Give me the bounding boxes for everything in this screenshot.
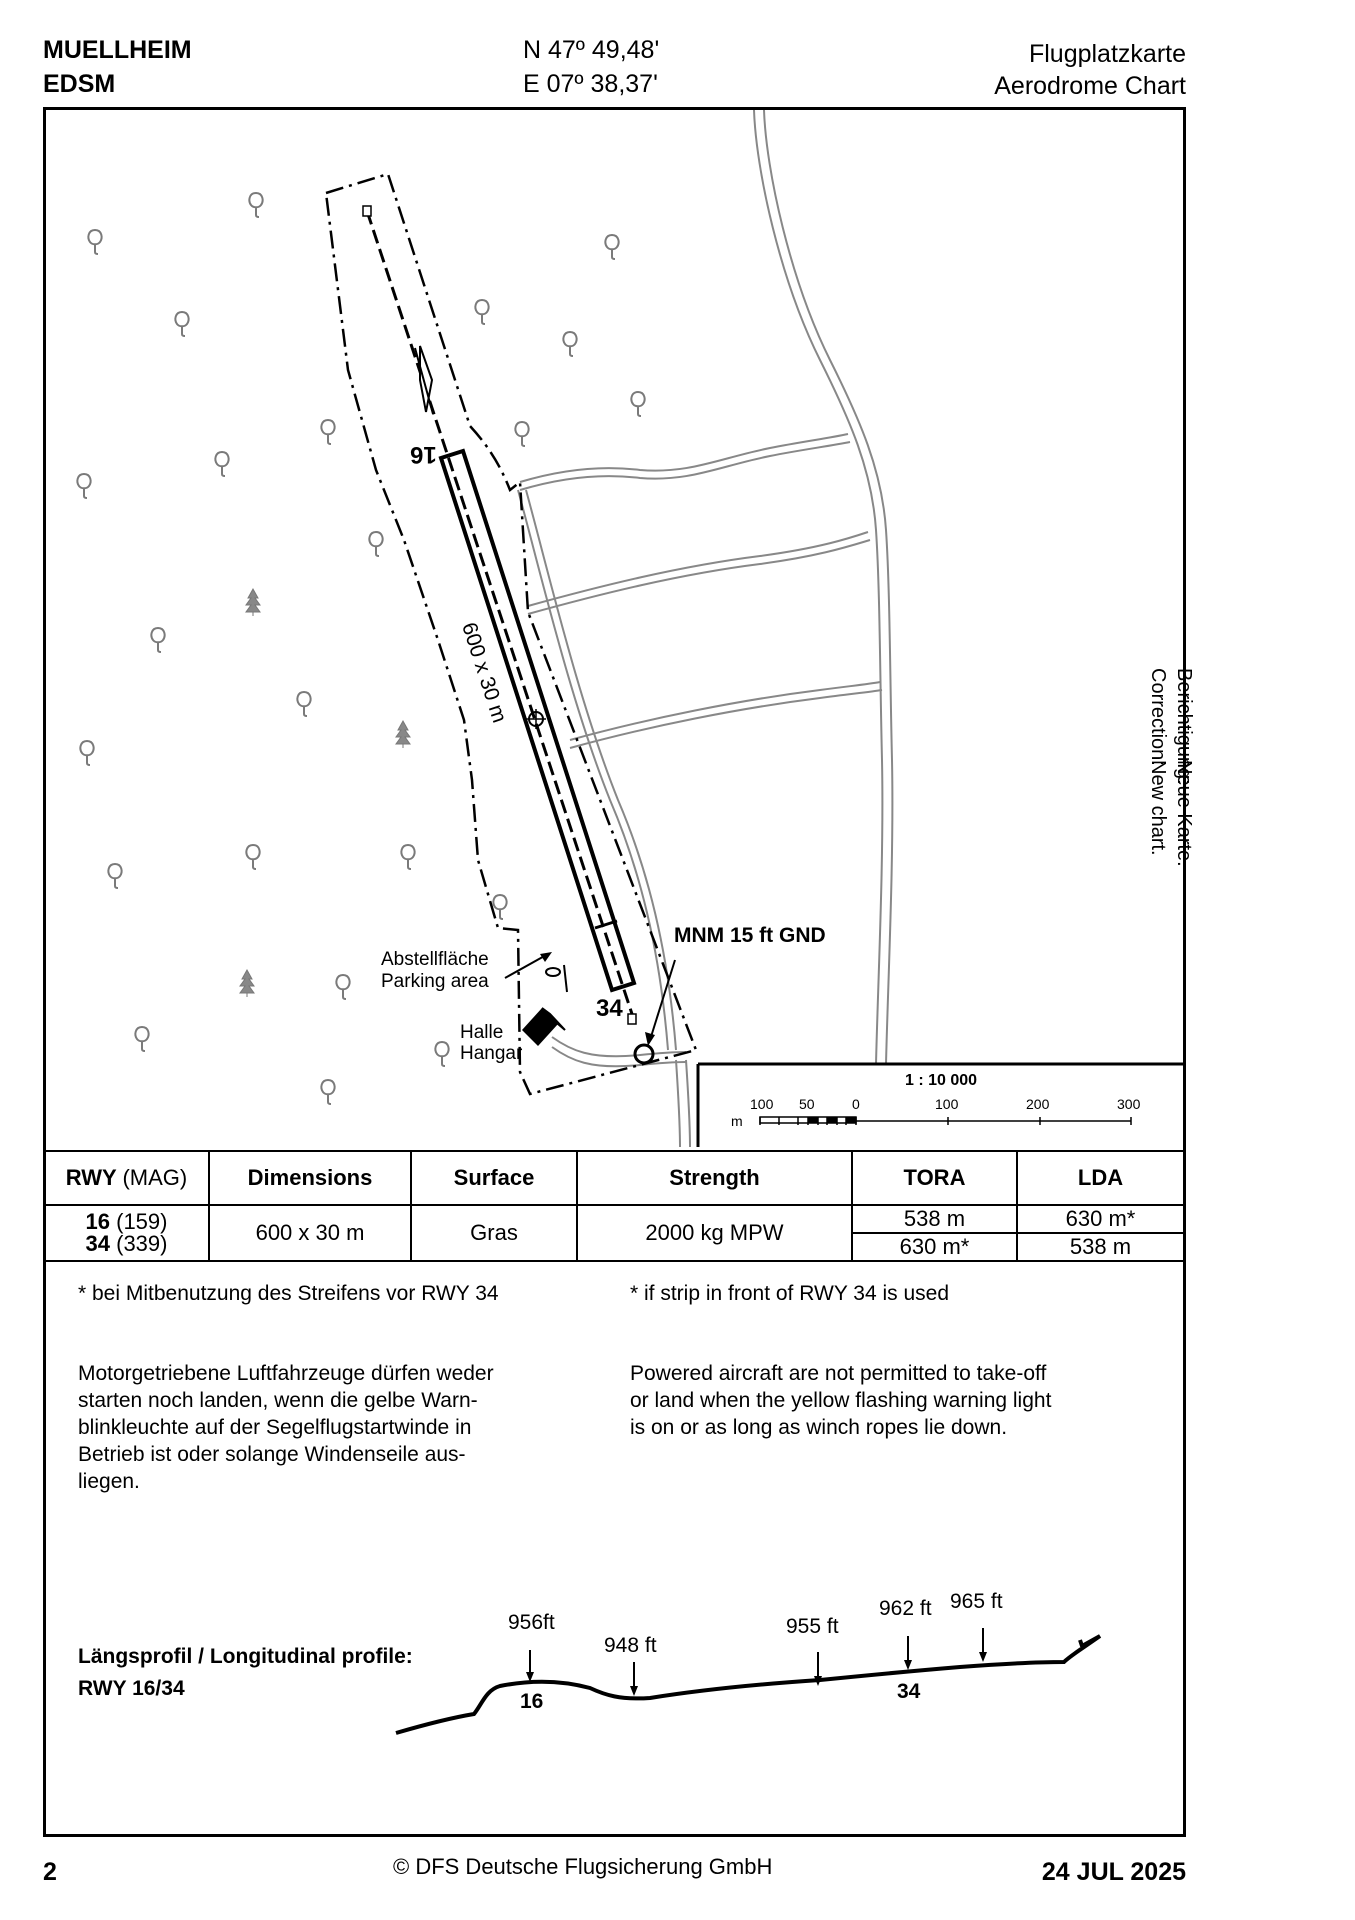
aerodrome-name: MUELLHEIM [43,36,192,64]
winch-line: or land when the yellow flashing warning light [630,1389,1052,1412]
profile-end-34: 34 [897,1680,921,1703]
chart-title-de: Flugplatzkarte [1028,40,1186,68]
winch-line: liegen. [78,1470,140,1493]
field-boundaries [518,434,882,1050]
copyright: © DFS Deutsche Flugsicherung GmbH [393,1854,773,1879]
hangar-road [552,1037,690,1147]
mnm-label: MNM 15 ft GND [674,924,826,947]
rwy-34-mag: (339) [116,1231,168,1256]
winch-line: is on or as long as winch ropes lie down. [630,1416,1008,1439]
elevation-label: 956ft [508,1611,555,1634]
hangar-label-en: Hangar [460,1043,523,1064]
elevation-label: 948 ft [604,1634,657,1657]
latitude: N 47º 49,48' [523,36,660,64]
header-rwy [45,1151,209,1205]
header-rwy-suffix: (MAG) [122,1165,188,1190]
winch-line: starten noch landen, wenn die gelbe Warn- [78,1389,478,1412]
scale-tick: 50 [799,1096,815,1112]
scale-tick: 0 [852,1096,860,1112]
dimensions-value: 600 x 30 m [209,1205,411,1261]
scale-unit: m [731,1113,743,1129]
winch-line: Betrieb ist oder solange Windenseile aus- [78,1443,466,1466]
winch-note-de [78,1360,494,1495]
rwy-16-number: 16 [85,1209,110,1234]
road-east [754,110,892,1064]
strength-value: 2000 kg MPW [577,1205,852,1261]
scale-tick: 200 [1026,1096,1050,1112]
parking-arrow [505,954,548,978]
elevation-label: 955 ft [786,1615,839,1638]
profile-end-16: 16 [520,1690,544,1713]
scale-tick: 100 [750,1096,774,1112]
rwy-34-label: 34 [596,995,623,1022]
rwy-designators [45,1205,209,1261]
chart-date: 24 JUL 2025 [1041,1858,1186,1886]
header-strength: Strength [577,1151,852,1205]
surface-value: Gras [411,1205,577,1261]
correction-label-de: Berichtigung: [1173,668,1195,785]
elevation-label: 965 ft [950,1590,1003,1613]
parking-label-de: Abstellfläche [381,949,489,970]
header-surface: Surface [411,1151,577,1205]
lda-16: 630 m* [1017,1205,1183,1233]
parking-symbol [546,965,567,992]
scale-ratio: 1 : 10 000 [905,1072,978,1089]
footnote-de: * bei Mitbenutzung des Streifens vor RWY 34 [78,1282,499,1305]
correction-value-de: Neue Karte. [1173,760,1195,867]
correction-note [1145,668,1197,867]
longitude: E 07º 38,37' [523,70,658,98]
winch-line: Motorgetriebene Luftfahrzeuge dürfen weder [78,1362,494,1385]
tora-16: 538 m [852,1205,1017,1233]
rwy-16-label: 16 [410,441,437,468]
lda-34: 538 m [1017,1233,1183,1261]
winch-line: Powered aircraft are not permitted to take-off [630,1362,1047,1385]
header-lda: LDA [1017,1151,1183,1205]
rwy-16-mag: (159) [116,1209,168,1234]
profile-line [396,1636,1100,1733]
parking-label-en: Parking area [381,971,489,992]
winch-line: blinkleuchte auf der Segelflugstartwinde in [78,1416,472,1439]
runway-16-34 [363,206,636,1024]
hangar-label-de: Halle [460,1022,504,1043]
page-number: 2 [43,1858,57,1886]
icao-code: EDSM [43,70,116,98]
profile-rwy: RWY 16/34 [78,1677,185,1700]
header-rwy-text: RWY [65,1165,117,1190]
correction-label-en: Correction: [1147,668,1169,766]
elevation-label: 962 ft [879,1597,932,1620]
footnote-en: * if strip in front of RWY 34 is used [630,1282,950,1305]
profile-title: Längsprofil / Longitudinal profile: [78,1645,413,1668]
correction-value-en: New chart. [1147,760,1169,856]
winch-note-en [630,1360,1051,1441]
scale-tick: 100 [935,1096,959,1112]
rwy-34-number: 34 [85,1231,110,1256]
tora-34: 630 m* [852,1233,1017,1261]
header-tora: TORA [852,1151,1017,1205]
header-dimensions: Dimensions [209,1151,411,1205]
scale-tick: 300 [1117,1096,1141,1112]
rwy-dimensions-label: 600 x 30 m [457,619,512,726]
runway-table [45,1150,1183,1262]
chart-title-en: Aerodrome Chart [994,72,1186,100]
